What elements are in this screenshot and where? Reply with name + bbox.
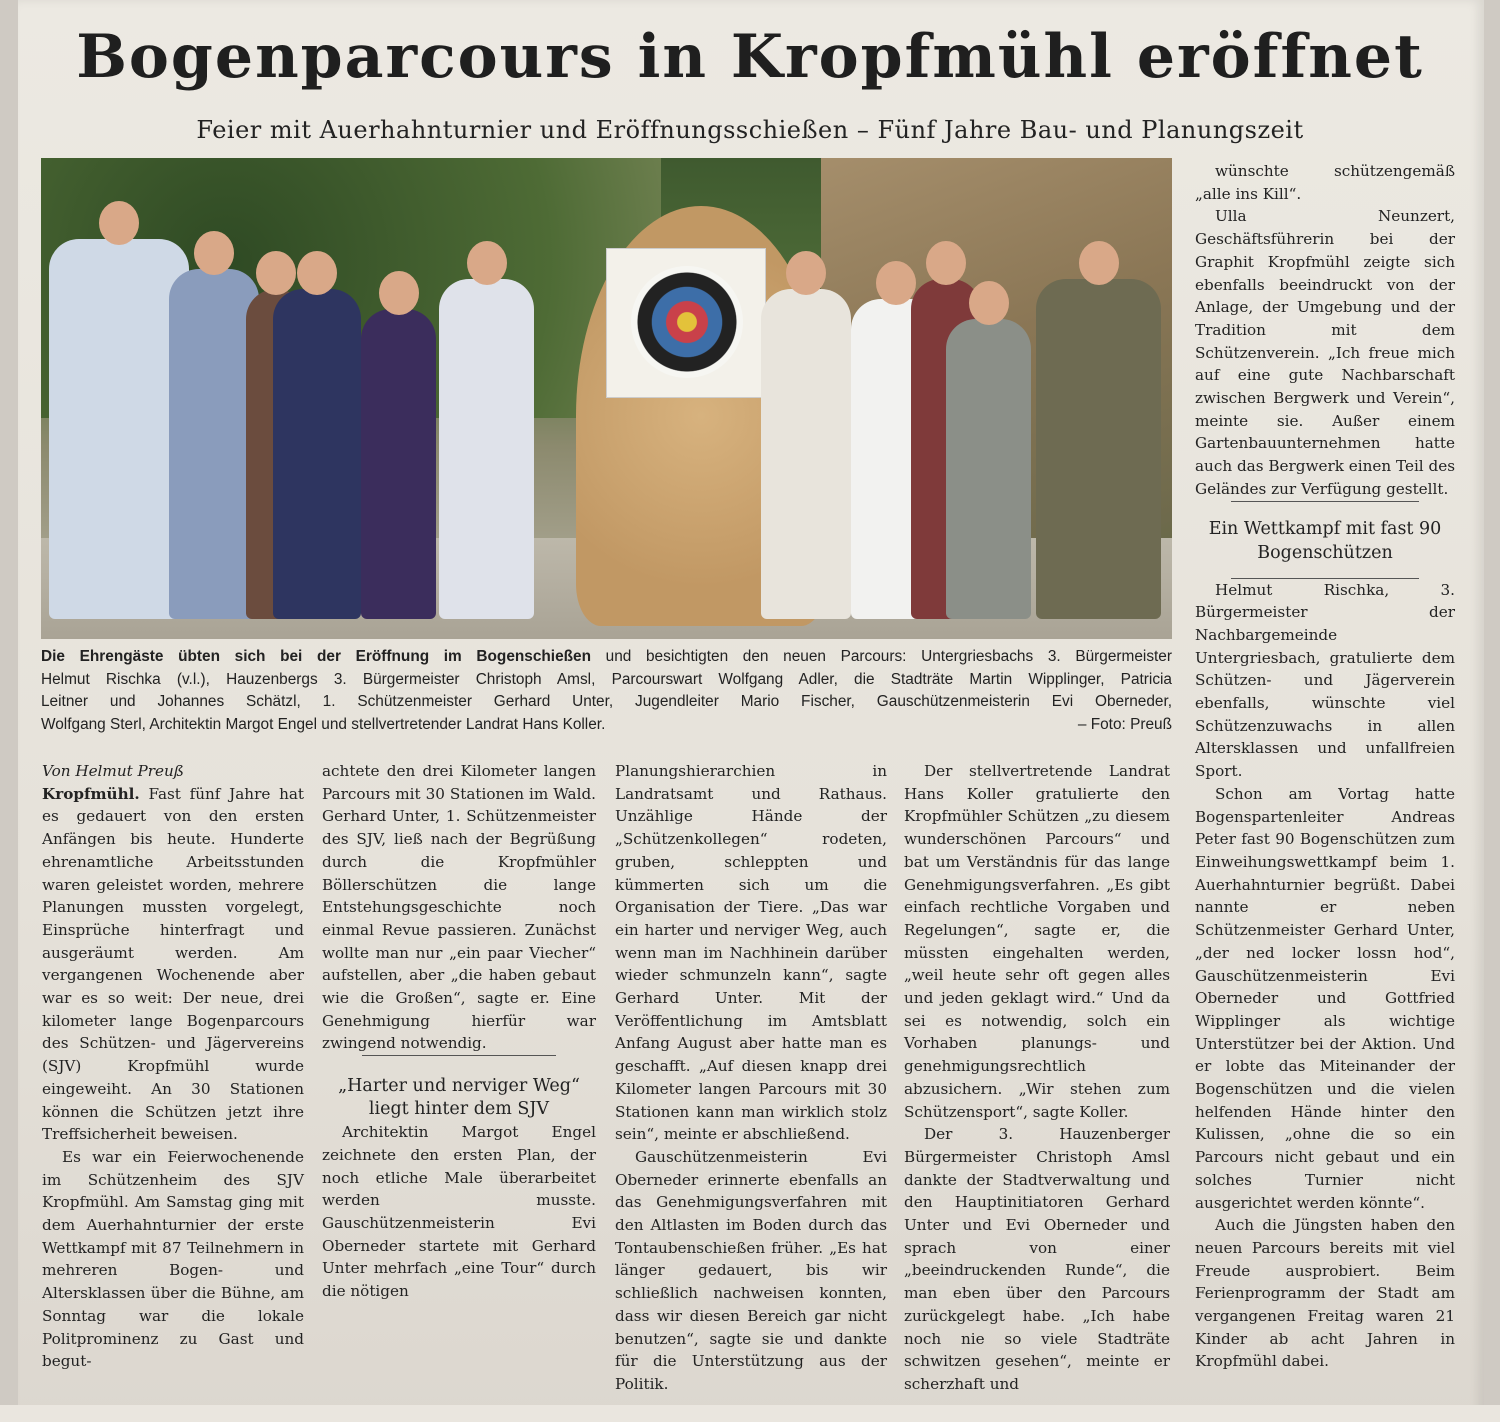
photo-person [439, 279, 534, 619]
group-photo [41, 158, 1172, 639]
photo-person [273, 289, 361, 619]
paragraph: Gauschützenmeisterin Evi Oberneder erinnerte ebenfalls an das Genehmigungsverfahren mit den Altlasten im Boden durch das Tontaubenschießen früher. „Es hat länger gedauert, bis wir schließlich nachweisen konnten, dass wir diesen Bereich gar nicht benutzen“, sagte sie und dankte für die Unterstützung aus der Politik. [615, 1147, 887, 1393]
article-column-3 [615, 760, 887, 1396]
headline: Bogenparcours in Kropfmühl eröffnet [76, 22, 1424, 92]
photo-caption [41, 646, 1172, 736]
subheadline: Feier mit Auerhahnturnier und Eröffnungsschießen – Fünf Jahre Bau- und Planungszeit [196, 116, 1304, 144]
photo-person [761, 289, 851, 619]
paragraph: Architektin Margot Engel zeichnete den ersten Plan, der noch etliche Male überarbeitet werden musste. Gauschützenmeisterin Evi Oberneder startete mit Gerhard Unter mehrfach „eine Tour“ durch die nötigen [322, 1123, 596, 1301]
section-subhead: „Harter und nerviger Weg“ liegt hinter dem SJV [322, 1055, 596, 1121]
article-column-4 [904, 760, 1170, 1396]
paragraph: Ulla Neunzert, Geschäftsführerin bei der Graphit Kropfmühl zeigte sich ebenfalls beeindruckt von der Anlage, der Umgebung und der Tradition mit dem Schützenverein. „Ich freue mich auf eine gute Nachbarschaft zwischen Bergwerk und Verein“, meinte sie. Außer einem Gartenbauunternehmen hatte auch das Bergwerk einen Teil des Geländes zur Verfügung gestellt. [1195, 207, 1455, 498]
dateline: Kropfmühl. [42, 784, 140, 803]
caption-line [41, 714, 1172, 737]
photo-person [1036, 279, 1161, 619]
byline: Von Helmut Preuß [42, 762, 184, 780]
paragraph-text: Fast fünf Jahre hat es gedauert von den ersten Anfängen bis heute. Hunderte ehrenamtliche Arbeitsstunden waren geleistet worden, mehrere Planungen mussten vorgelegt, Einsprüche hinterfragt und ausgeräumt werden. Am vergangenen Wochenende aber war es so weit: Der neue, drei kilometer lange Bogenparcours des Schützen- und Jägervereins (SJV) Kropfmühl wurde eingeweiht. An 30 Stationen können die Schützen jetzt ihre Treffsicherheit beweisen. [42, 784, 305, 1144]
page-bottom-edge [0, 1405, 1500, 1422]
caption-line: Leitner und Johannes Schätzl, 1. Schützenmeister Gerhard Unter, Jugendleiter Mario Fischer, Gauschützenmeisterin Evi Oberneder, [41, 693, 1172, 710]
archery-target-icon [631, 266, 743, 378]
paragraph: Helmut Rischka, 3. Bürgermeister der Nachbargemeinde Untergriesbach, gratulierte dem Schützen- und Jägerverein ebenfalls, wünschte viel Schützenzuwachs in allen Altersklassen und unfallfreien Sport. [1195, 580, 1455, 781]
paragraph: Der 3. Hauzenberger Bürgermeister Christoph Amsl dankte der Stadtverwaltung und den Hauptinitiatoren Gerhard Unter und Evi Oberneder und sprach von einer „beeindruckenden Runde“, die man eben über den Parcours zurückgelegt habe. „Ich habe noch nie so viele Stadträte schwitzen gesehen“, meinte er scherzhaft und [904, 1125, 1170, 1393]
paragraph: Der stellvertretende Landrat Hans Koller gratulierte den Kropfmühler Schützen „zu diesem wunderschönen Parcours“ und bat um Verständnis für das lange Genehmigungsverfahren. „Es gibt einfach rechtliche Vorgaben und Regelungen“, sagte er, die müssten eingehalten werden, „weil heute sehr oft gegen alles und jeden geklagt wird.“ Und da sei es notwendig, solch ein Vorhaben planungs- und genehmigungsrechtlich abzusichern. „Wir stehen zum Schützensport“, sagte Koller. [904, 762, 1170, 1121]
paragraph: achtete den drei Kilometer langen Parcours mit 30 Stationen im Wald. Gerhard Unter, 1. Schützenmeister des SJV, ließ nach der Begrüßung durch die Kropfmühler Böllerschützen die lange Entstehungsgeschichte noch einmal Revue passieren. Zunächst wollte man nur „ein paar Viecher“ aufstellen, aber „die haben gebaut wie die Großen“, sagte er. Eine Genehmigung hierfür war zwingend notwendig. [322, 762, 596, 1053]
paragraph: Planungshierarchien in Landratsamt und Rathaus. Unzählige Hände der „Schützenkollegen“ rodeten, gruben, schleppten und kümmerten sich um die Organisation der Tiere. „Das war ein harter und nerviger Weg, auch wenn man im Nachhinein darüber wieder schmunzeln kann“, sagte Gerhard Unter. Mit der Veröffentlichung im Amtsblatt Anfang August aber hatte man es geschafft. „Auf diesen knapp drei Kilometer langen Parcours mit 30 Stationen kann man wirklich stolz sein“, meinte er abschließend. [615, 762, 887, 1144]
paragraph: wünschte schützengemäß „alle ins Kill“. [1195, 162, 1455, 203]
caption-line [41, 646, 1172, 669]
photo-credit: – Foto: Preuß [1077, 715, 1172, 733]
caption-bold: Die Ehrengäste übten sich bei der Eröffnung im Bogenschießen [41, 648, 591, 665]
paragraph: Es war ein Feierwochenende im Schützenheim des SJV Kropfmühl. Am Samstag ging mit dem Auerhahnturnier der erste Wettkampf mit 87 Teilnehmern in mehreren Bogen- und Altersklassen über die Bühne, am Sonntag war die lokale Politprominenz zu Gast und begut- [42, 1147, 304, 1371]
article-column-1 [42, 760, 304, 1373]
paragraph: Schon am Vortag hatte Bogenspartenleiter Andreas Peter fast 90 Bogenschützen zum Einweihungswettkampf beim 1. Auerhahnturnier begrüßt. Dabei nannte er neben Schützenmeister Gerhard Unter, „der ned locker lossn hod“, Gauschützenmeisterin Evi Oberneder und Gottfried Wipplinger als wichtige Unterstützer bei der Aktion. Und er lobte das Miteinander der Bogenschützen und die vielen helfenden Hände hinter den Kulissen, „ohne die so ein Parcours nicht gebaut und ein solches Turnier nicht ausgerichtet werden könnte“. [1195, 784, 1455, 1212]
caption-line: Helmut Rischka (v.l.), Hauzenbergs 3. Bürgermeister Christoph Amsl, Parcourswart Wolfgang Adler, die Stadträte Martin Wipplinger, Patricia [41, 670, 1172, 688]
photo-person [49, 239, 189, 619]
paragraph: Auch die Jüngsten haben den neuen Parcours bereits mit viel Freude ausprobiert. Beim Ferienprogramm der Stadt am vergangenen Freitag waren 21 Kinder ab acht Jahren in Kropfmühl dabei. [1195, 1216, 1455, 1371]
paragraph [42, 783, 304, 1146]
article-column-2 [322, 760, 596, 1303]
photo-person [361, 309, 436, 619]
photo-person [946, 319, 1031, 619]
caption-line4: Wolfgang Sterl, Architektin Margot Engel und stellvertretender Landrat Hans Koller. [41, 715, 606, 733]
caption-line1-rest: und besichtigten den neuen Parcours: Untergriesbachs 3. Bürgermeister [591, 648, 1172, 665]
section-subhead: Ein Wettkampf mit fast 90 Bogenschützen [1195, 501, 1455, 579]
article-column-5 [1195, 160, 1455, 1373]
